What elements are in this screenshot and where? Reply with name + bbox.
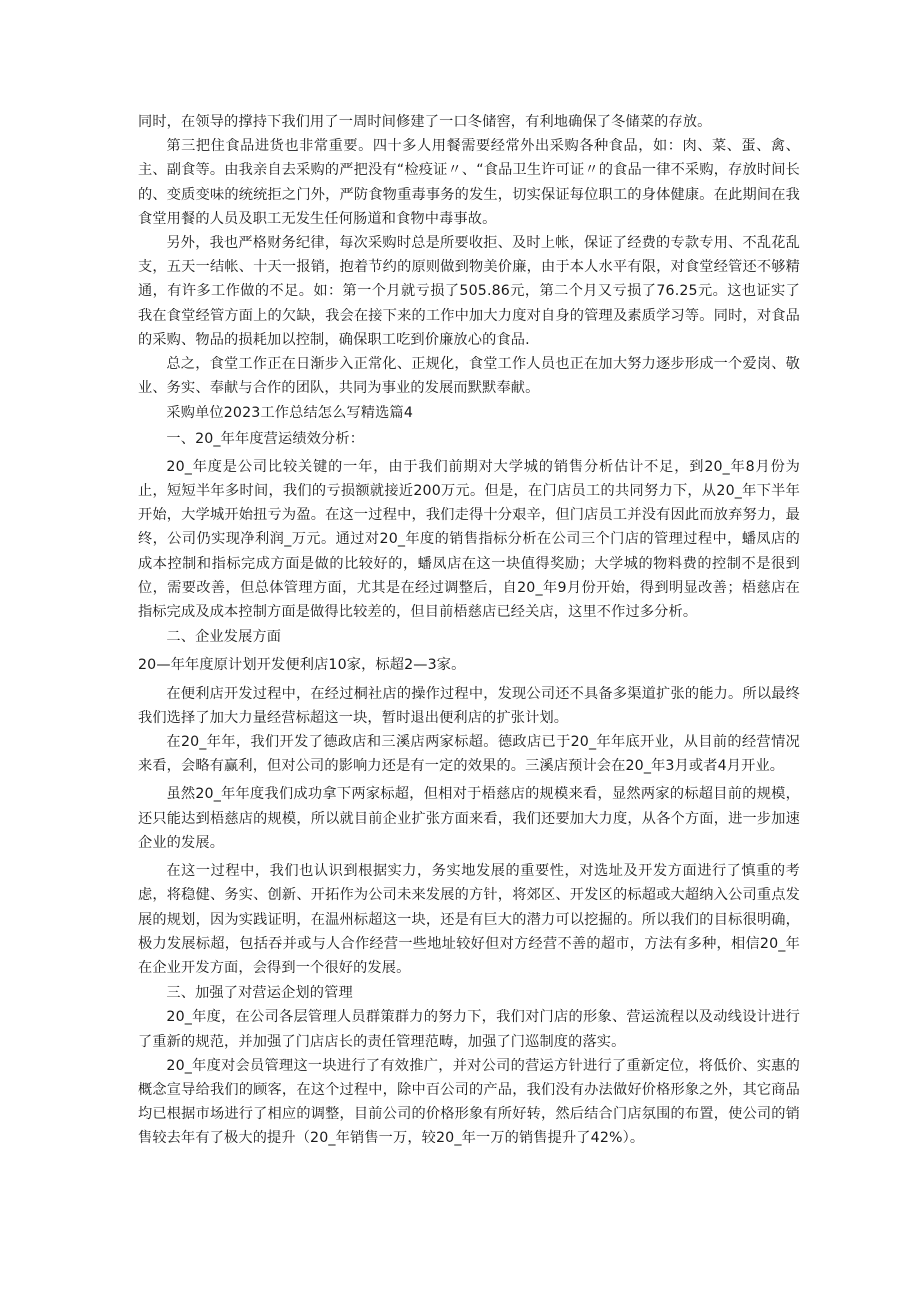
- section-title: 采购单位2023工作总结怎么写精选篇4: [166, 405, 413, 422]
- paragraph-summary: 总之，食堂工作正在日渐步入正常化、正规化，食堂工作人员也正在加大努力逐步形成一个爱岗、敬业、务实、奉献与合作的团队，共同为事业的发展而默默奉献。: [138, 356, 800, 397]
- paragraph-cellar: 同时，在领导的撑持下我们用了一周时间修建了一口冬储窖，有利地确保了冬储菜的存放。: [138, 114, 712, 130]
- paragraph-food-purchasing: 第三把住食品进货也非常重要。四十多人用餐需要经常外出采购各种食品，如：肉、菜、蛋、禽、主、副食等。由我亲自去采购的严把没有“检疫证〃、“食品卫生许可证〃的食品一律不采购，存放时间长的、变质变味的统统拒之门外，严防食物重毒事务的发生，切实保证每位职工的身体健康。在此期间在我食堂用餐的人员及职工无发生任何肠道和食物中毒事故。: [138, 138, 800, 227]
- document-page: [138, 110, 800, 1151]
- paragraph-expansion: 虽然20_年年度我们成功拿下两家标超，但相对于梧慈店的规模来看，显然两家的标超目前的规模，还只能达到梧慈店的规模，所以就目前企业扩张方面来看，我们还要加大力度，从各个方面，进一步加速企业的发展。: [138, 786, 800, 851]
- heading-performance-analysis: 一、20_年年度营运绩效分析：: [166, 430, 365, 447]
- heading-enterprise-development: 二、企业发展方面: [166, 629, 282, 646]
- paragraph-store-management: 20_年度，在公司各层管理人员群策群力的努力下，我们对门店的形象、营运流程以及动线设计进行了重新的规范，并加强了门店店长的责任管理范畴，加强了门巡制度的落实。: [138, 1009, 800, 1050]
- paragraph-finance-discipline: 另外，我也严格财务纪律，每次采购时总是所要收拒、及时上帐，保证了经费的专款专用、不乱花乱支，五天一结帐、十天一报销，抱着节约的原则做到物美价廉，由于本人水平有限，对食堂经管还不够精通，有许多工作做的不足。如：第一个月就亏损了505.86元，第二个月又亏损了76.25元。这也证实了我在食堂经管方面上的欠缺，我会在接下来的工作中加大力度对自身的管理及素质学习等。同时，对食品的采购、物品的损耗加以控制，确保职工吃到价廉放心的食品.: [138, 235, 800, 348]
- paragraph-plan: 20—年年度原计划开发便利店10家，标超2—3家。: [138, 657, 466, 674]
- paragraph-performance: 20_年度是公司比较关键的一年，由于我们前期对大学城的销售分析估计不足，到20_年8月份为止，短短半年多时间，我们的亏损额就接近200万元。但是，在门店员工的共同努力下，从20_年下半年开始，大学城开始扭亏为盈。在这一过程中，我们走得十分艰辛，但门店员工并没有因此而放弃努力，最终，公司仍实现净利润_万元。通过对20_年度的销售指标分析在公司三个门店的管理过程中，蟠凤店的成本控制和指标完成方面是做的比较好的，蟠凤店在这一块值得奖励；大学城的物料费的控制不是很到位，需要改善，但总体管理方面，尤其是在经过调整后，自20_年9月份开始，得到明显改善；梧慈店在指标完成及成本控制方面是做得比较差的，但目前梧慈店已经关店，这里不作过多分析。: [138, 458, 800, 621]
- paragraph-new-stores: 在20_年年，我们开发了德政店和三溪店两家标超。德政店已于20_年年底开业，从目前的经营情况来看，会略有赢利，但对公司的影响力还是有一定的效果的。三溪店预计会在20_年3月或者4月开业。: [138, 734, 800, 775]
- paragraph-member-management: 20_年度对会员管理这一块进行了有效推广，并对公司的营运方针进行了重新定位，将低价、实惠的概念宣导给我们的顾客，在这个过程中，除中百公司的产品，我们没有办法做好价格形象之外，其它商品均已根据市场进行了相应的调整，目前公司的价格形象有所好转，然后结合门店氛围的布置，使公司的销售较去年有了极大的提升（20_年销售一万，较20_年一万的销售提升了42%）。: [138, 1057, 800, 1147]
- heading-operations-planning: 三、加强了对营运企划的管理: [166, 985, 353, 1002]
- paragraph-strategy: 在这一过程中，我们也认识到根据实力，务实地发展的重要性，对选址及开发方面进行了慎重的考虑，将稳健、务实、创新、开拓作为公司未来发展的方针，将郊区、开发区的标超或大超纳入公司重点发展的规划，因为实践证明，在温州标超这一块，还是有巨大的潜力可以挖掘的。所以我们的目标很明确，极力发展标超，包括吞并或与人合作经营一些地址较好但对方经营不善的超市，方法有多种，相信20_年在企业开发方面，会得到一个很好的发展。: [138, 863, 800, 976]
- paragraph-convenience-store: 在便利店开发过程中，在经过桐社店的操作过程中，发现公司还不具备多渠道扩张的能力。所以最终我们选择了加大力量经营标超这一块，暂时退出便利店的扩张计划。: [138, 685, 800, 726]
